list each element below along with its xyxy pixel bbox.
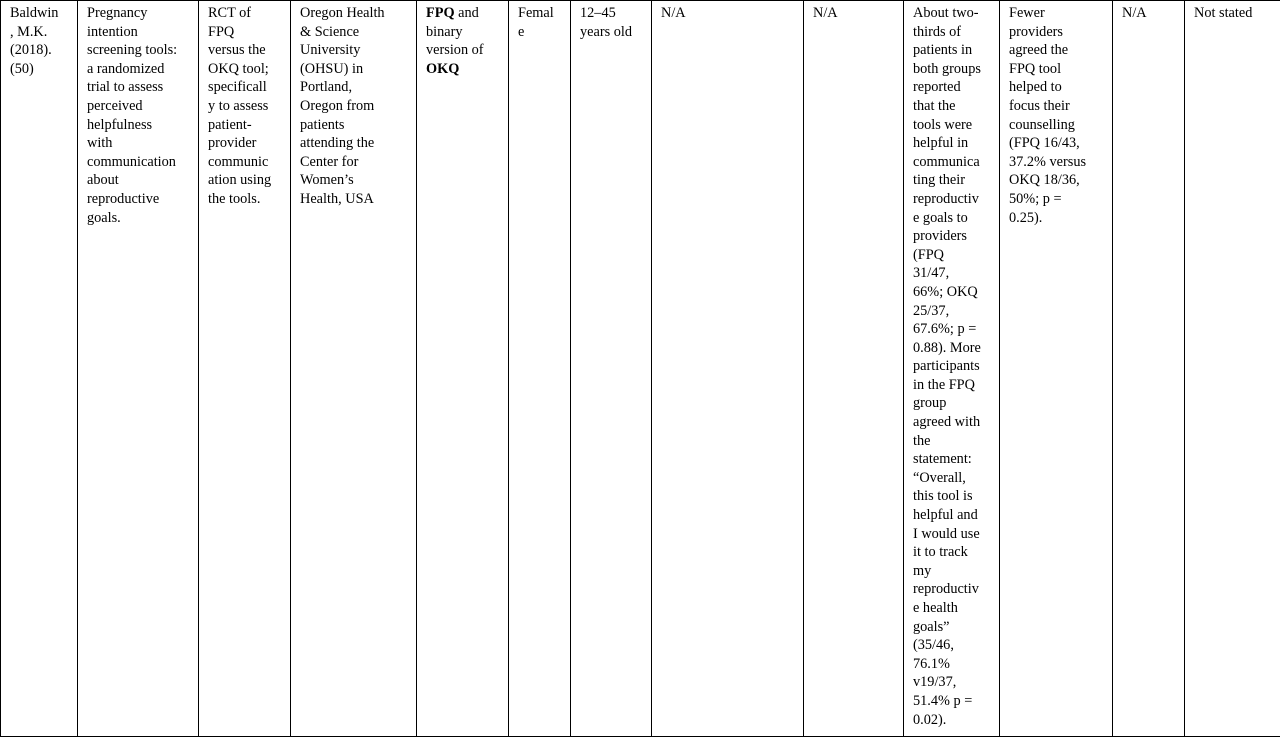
sex-text: Femal e [518, 5, 554, 40]
column-13-text: Not stated [1194, 5, 1253, 21]
column-13-cell [1185, 1, 1280, 737]
age-text: 12–45 years old [580, 5, 633, 40]
table-row [1, 1, 1280, 737]
age-cell [571, 1, 652, 737]
study-title-text: Pregnancy intention screening tools: a randomized trial to assess perceived helpfulness with communication about reproductive goals. [87, 5, 178, 226]
setting-cell [291, 1, 417, 737]
study-design-cell [199, 1, 291, 737]
tool-cell [417, 1, 509, 737]
provider-outcome-cell [1000, 1, 1113, 737]
study-title-cell [78, 1, 199, 737]
column-9-cell [804, 1, 904, 737]
author-reference-cell [1, 1, 78, 737]
setting-text: Oregon Health & Science University (OHSU) in Portland, Oregon from patients attending the Center for Women’s Health, USA [300, 5, 385, 207]
tool-name-okq: OKQ [426, 60, 460, 77]
tool-name-fpq: FPQ [426, 5, 455, 21]
provider-outcome-text: Fewer providers agreed the FPQ tool helped to focus their counselling (FPQ 16/43, 37.2% versus OKQ 18/36, 50%; p = 0.25). [1009, 5, 1087, 226]
tool-text [426, 4, 502, 78]
study-design-text: RCT of FPQ versus the OKQ tool; specificall y to assess patient- provider communic ation using the tools. [208, 5, 272, 207]
column-8-cell [652, 1, 804, 737]
column-9-text: N/A [813, 5, 838, 21]
patient-outcome-cell [904, 1, 1000, 737]
sex-cell [509, 1, 571, 737]
author-reference-text: Baldwin , M.K. (2018). (50) [10, 5, 59, 77]
column-8-text: N/A [661, 5, 686, 21]
column-12-cell [1113, 1, 1185, 737]
patient-outcome-text: About two- thirds of patients in both groups reported that the tools were helpful in communica ting their reproductiv e goals to providers (FPQ 31/47, 66%; OKQ 25/37, 67.6%; p = 0.88). More participants in the FPQ group agreed with the statement: “Overall, this tool is helpful and I would use it to track my reproductiv e health goals” (35/46, 76.1% v19/37, 51.4% p = 0.02). [913, 5, 981, 728]
tool-connector-text: and binary version of [426, 5, 484, 59]
column-12-text: N/A [1122, 5, 1147, 21]
